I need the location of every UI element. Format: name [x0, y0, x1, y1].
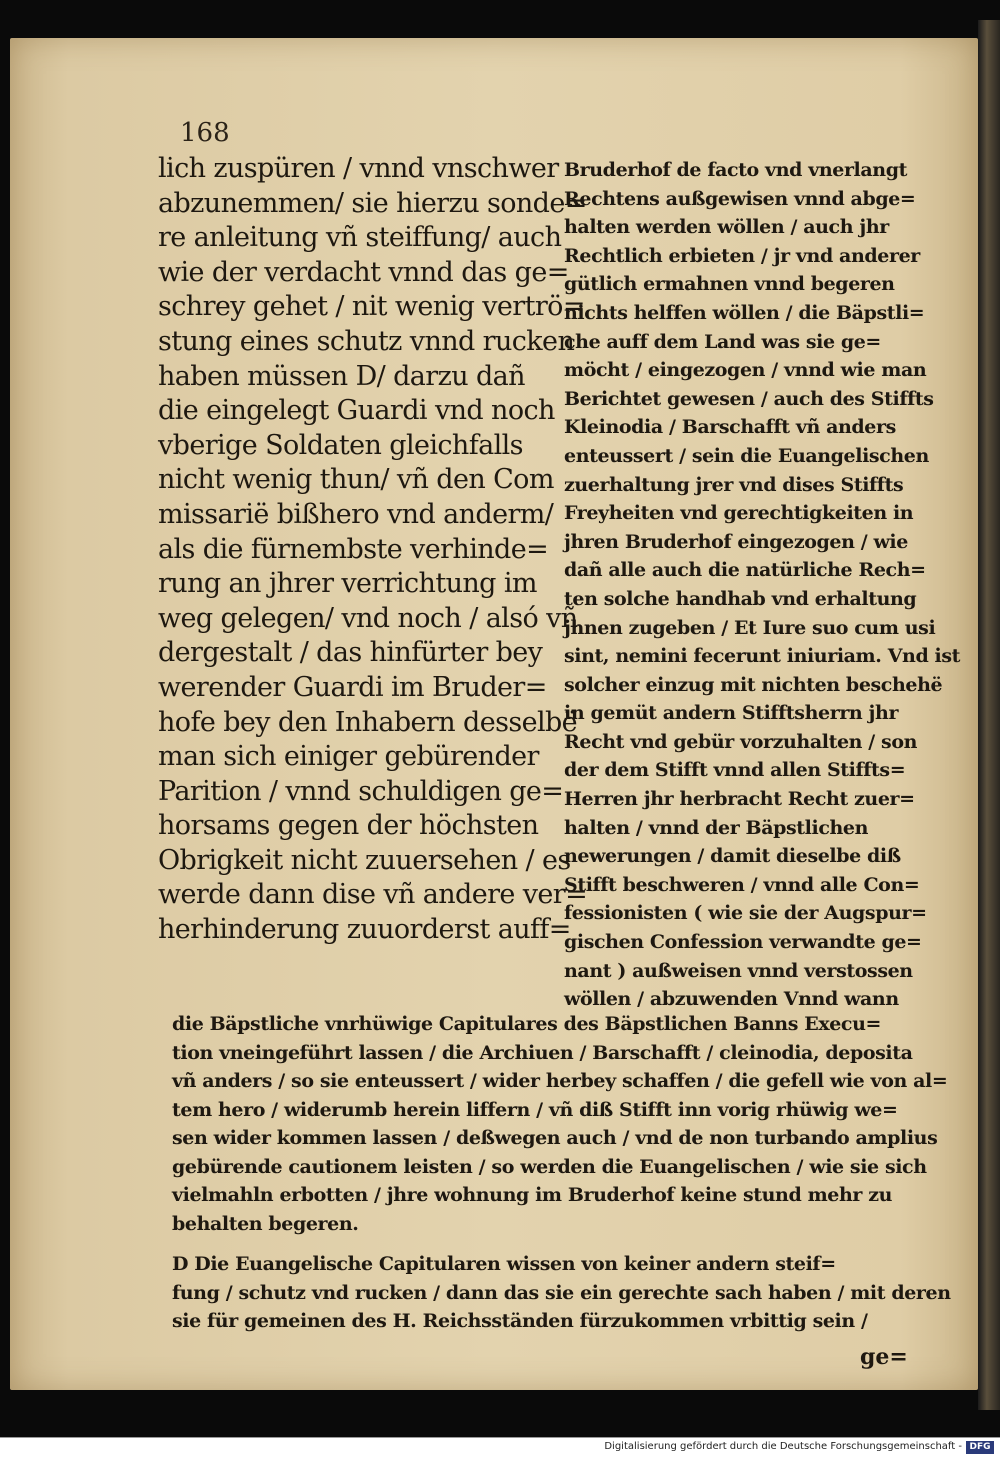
text-line: solcher einzug mit nichten beschehë — [564, 673, 943, 696]
text-line: vberige Soldaten gleichfalls — [158, 429, 523, 461]
text-line: in gemüt andern Stifftsherrn jhr — [564, 702, 899, 725]
closing-paragraph — [172, 1250, 951, 1336]
text-line: die Bäpstliche vnrhüwige Capitulares des Bäpstlichen Banns Execu= — [172, 1013, 882, 1035]
text-line: sen wider kommen lassen / deßwegen auch / vnd de non turbando amplius — [172, 1127, 938, 1149]
text-line: fessionisten ( wie sie der Augspur= — [564, 902, 927, 925]
text-line: vñ anders / so sie enteussert / wider herbey schaffen / die gefell wie von al= — [172, 1070, 948, 1092]
text-line: der dem Stifft vnnd allen Stiffts= — [564, 759, 906, 782]
text-line: abzunemmen/ sie hierzu sonde= — [158, 187, 587, 219]
footer-bar — [0, 1437, 1000, 1458]
text-line: dañ alle auch die natürliche Rech= — [564, 559, 926, 582]
text-line: enteussert / sein die Euangelischen — [564, 444, 929, 467]
text-line: herhinderung zuuorderst auff= — [158, 914, 571, 946]
right-text-column — [564, 156, 961, 1014]
text-line: wöllen / abzuwenden Vnnd wann — [564, 988, 899, 1011]
text-line: vielmahln erbotten / jhre wohnung im Bruderhof keine stund mehr zu — [172, 1184, 893, 1206]
text-line: Obrigkeit nicht zuuersehen / es — [158, 844, 571, 876]
text-line: Bruderhof de facto vnd vnerlangt — [564, 159, 907, 181]
text-line: halten werden wöllen / auch jhr — [564, 216, 889, 239]
text-line: gischen Confession verwandte ge= — [564, 931, 922, 954]
text-line: dergestalt / das hinfürter bey — [158, 637, 543, 669]
text-line: hofe bey den Inhabern desselbë — [158, 706, 578, 738]
text-line: missarië bißhero vnd anderm/ — [158, 498, 554, 530]
text-line: weg gelegen/ vnd noch / alsó vñ — [158, 602, 578, 634]
text-line: als die fürnembste verhinde= — [158, 533, 549, 565]
text-line: Kleinodia / Barschafft vñ anders — [564, 416, 896, 439]
funding-notice: Digitalisierung gefördert durch die Deutsche Forschungsgemeinschaft - — [604, 1441, 962, 1452]
text-line: D Die Euangelische Capitularen wissen von keiner andern steif= — [172, 1253, 836, 1275]
text-line: Herren jhr herbracht Recht zuer= — [564, 788, 915, 811]
text-line: möcht / eingezogen / vnnd wie man — [564, 359, 927, 382]
text-line: tem hero / widerumb herein liffern / vñ diß Stifft inn vorig rhüwig we= — [172, 1098, 898, 1121]
text-line: Freyheiten vnd gerechtigkeiten in — [564, 502, 914, 525]
text-line: gebürende cautionem leisten / so werden die Euangelischen / wie sie sich — [172, 1155, 927, 1178]
page-number: 168 — [180, 118, 230, 148]
text-line: Stifft beschweren / vnnd alle Con= — [564, 873, 920, 896]
catchword: ge= — [860, 1344, 908, 1370]
text-line: zuerhaltung jrer vnd dises Stiffts — [564, 473, 904, 496]
text-line: jhnen zugeben / Et Iure suo cum usi — [564, 616, 936, 639]
text-line: Parition / vnnd schuldigen ge= — [158, 775, 564, 807]
text-line: werde dann dise vñ andere ver= — [158, 879, 588, 911]
text-line: wie der verdacht vnnd das ge= — [158, 256, 569, 288]
text-line: horsams gegen der höchsten — [158, 810, 539, 842]
text-line: che auff dem Land was sie ge= — [564, 330, 881, 353]
text-line: tion vneingeführt lassen / die Archiuen / Barschafft / cleinodia, deposita — [172, 1041, 913, 1064]
text-line: Berichtet gewesen / auch des Stiffts — [564, 387, 934, 410]
text-line: Recht vnd gebür vorzuhalten / son — [564, 730, 918, 753]
text-line: die eingelegt Guardi vnd noch — [158, 395, 555, 427]
text-line: newerungen / damit dieselbe diß — [564, 845, 901, 868]
text-line: rung an jhrer verrichtung im — [158, 568, 537, 600]
text-line: halten / vnnd der Bäpstlichen — [564, 816, 869, 839]
text-line: haben müssen D/ darzu dañ — [158, 360, 525, 392]
text-line: man sich einiger gebürender — [158, 741, 539, 773]
text-line: sie für gemeinen des H. Reichsständen fürzukommen vrbittig sein / — [172, 1310, 868, 1332]
text-line: Rechtens außgewisen vnnd abge= — [564, 187, 916, 210]
full-width-paragraph — [172, 1010, 946, 1238]
text-line: Rechtlich erbieten / jr vnd anderer — [564, 244, 920, 267]
text-line: gütlich ermahnen vnnd begeren — [564, 273, 895, 296]
text-line: jhren Bruderhof eingezogen / wie — [564, 530, 908, 553]
text-line: stung eines schutz vnnd rucken — [158, 325, 575, 357]
text-line: werender Guardi im Bruder= — [158, 671, 547, 703]
text-line: fung / schutz vnd rucken / dann das sie ein gerechte sach haben / mit deren — [172, 1281, 951, 1304]
left-text-column — [158, 152, 588, 948]
dfg-logo: DFG — [966, 1441, 994, 1454]
page-edge-shadow — [978, 20, 1000, 1410]
text-line: sint, nemini fecerunt iniuriam. Vnd ist — [564, 645, 961, 668]
text-line: behalten begeren. — [172, 1212, 359, 1235]
text-line: nichts helffen wöllen / die Bäpstli= — [564, 301, 925, 324]
text-line: schrey gehet / nit wenig vertrö= — [158, 291, 585, 323]
text-line: nicht wenig thun/ vñ den Com — [158, 464, 554, 496]
text-line: re anleitung vñ steiffung/ auch — [158, 222, 562, 254]
text-line: nant ) außweisen vnnd verstossen — [564, 959, 913, 982]
text-line: lich zuspüren / vnnd vnschwer — [158, 153, 559, 184]
text-line: ten solche handhab vnd erhaltung — [564, 587, 917, 610]
